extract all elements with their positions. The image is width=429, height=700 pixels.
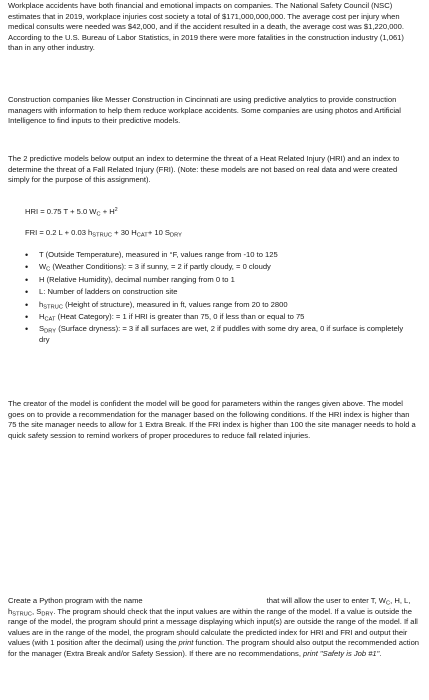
heat-category-text: (Heat Category): = 1 if HRI is greater than 75, 0 if less than or equal to 75	[55, 311, 305, 321]
list-item-height	[25, 300, 415, 311]
task-text-2: that will allow the user to enter T, W	[266, 596, 386, 605]
temperature-text: T (Outside Temperature), measured in °F, values range from -10 to 125	[39, 250, 278, 259]
task-text-3: , H, L, h	[8, 596, 411, 616]
height-pre: h	[39, 299, 44, 309]
fri-formula-sub-cat: CAT	[136, 232, 148, 239]
list-item-surface-dryness	[25, 324, 415, 345]
task-print-word: print	[178, 638, 194, 648]
surface-dryness-pre: S	[39, 324, 45, 334]
hri-formula	[25, 207, 118, 218]
fri-formula-part-a: FRI = 0.2 L + 0.03 h	[25, 228, 93, 237]
height-text: (Height of structure), measured in ft, values range from 20 to 2800	[63, 299, 288, 309]
fri-formula-sub-dry: DRY	[170, 232, 183, 239]
weather-text: (Weather Conditions): = 3 if sunny, = 2 if partly cloudy, = 0 cloudy	[50, 262, 271, 272]
surface-dryness-sub: DRY	[44, 328, 57, 335]
humidity-text: H (Relative Humidity), decimal number ranging from 0 to 1	[39, 274, 235, 284]
fri-formula-part-b: + 30 H	[112, 228, 137, 237]
fri-formula-sub-struc: STRUC	[92, 232, 113, 239]
hri-formula-part-b: + H	[100, 207, 115, 216]
task-text-4: , S	[32, 606, 42, 616]
heat-category-sub: CAT	[44, 316, 56, 323]
task-paragraph	[8, 596, 420, 660]
task-text-1: Create a Python program with the name	[8, 596, 143, 605]
height-sub: STRUC	[43, 304, 64, 311]
predictive-analytics-paragraph: Construction companies like Messer Construction in Cincinnati are using predictive analytics to provide construction managers with information to help them reduce workplace accidents. Some companies are using photos and Artificial Intelligence to find inputs to their predictive models.	[8, 95, 401, 126]
list-item-ladders	[25, 287, 415, 298]
weather-sub: C	[46, 266, 51, 273]
weather-pre: W	[39, 262, 47, 272]
list-item-heat-category	[25, 312, 415, 323]
fri-formula-part-c: + 10 S	[147, 228, 170, 237]
model-recommendation-paragraph: The creator of the model is confident the model will be good for parameters within the ranges given above. The model goes on to provide a recommendation for the manager based on the following conditions. If the HRI index is higher than 75 the site manager needs to allow for 1 Extra Break. If the FRI index is higher than 100 the site manager needs to hold a quick safety session to remind workers of proper procedures to reduce fall related injuries.	[8, 399, 416, 440]
task-sub-dry: DRY	[41, 611, 54, 618]
hri-formula-part-a: HRI = 0.75 T + 5.0 W	[25, 207, 97, 216]
list-item-weather	[25, 262, 415, 273]
intro-paragraph: Workplace accidents have both financial and emotional impacts on companies. The National Safety Council (NSC) estimates that in 2019, workplace injuries cost society a total of $171,000,000,000. The average cost per injury when medical consults were needed was $42,000, and if the accident resulted in a death, the average cost was $1,220,000. According to the U.S. Bureau of Labor Statistics, in 2019 there were more fatalities in the construction industry (1,061) than in any other industry.	[8, 1, 404, 53]
models-description-paragraph: The 2 predictive models below output an index to determine the threat of a Heat Related Injury (HRI) and an index to determine the threat of a Fall Related Injury (FRI). (Note: these models are not based on real data and were created simply for the purpose of this assignment).	[8, 154, 400, 185]
ladders-text: L: Number of ladders on construction site	[39, 287, 178, 297]
hri-formula-sub-c: C	[96, 211, 101, 218]
task-safety-message: print "Safety is Job #1"	[303, 648, 380, 658]
task-text-6: function. The program should also output the recommended action for the manager (Extra Break and/or Safety Session). If there are no recommendations,	[8, 638, 420, 658]
heat-category-pre: H	[39, 311, 45, 321]
surface-dryness-text: (Surface dryness): = 3 if all surfaces are wet, 2 if puddles with some dry area, 0 if surface is completely dry	[39, 324, 404, 344]
task-text-5: . The program should check that the input values are within the range of the model. If a value is outside the range of the model, the program should print a message displaying which input(s) are outside the range of the model. If all values are in the range of the model, the program should calculate the predicted index for HRI and FRI and output their values (with 1 position after the decimal) using the	[8, 606, 418, 648]
hri-formula-sup: 2	[114, 207, 118, 213]
list-item-temperature	[25, 250, 415, 261]
fri-formula	[25, 228, 182, 239]
task-sub-struc: STRUC	[12, 611, 33, 618]
list-item-humidity	[25, 275, 415, 286]
task-sub-c: C	[385, 600, 391, 607]
task-text-7: .	[379, 648, 382, 658]
variable-definitions-list	[25, 250, 415, 347]
